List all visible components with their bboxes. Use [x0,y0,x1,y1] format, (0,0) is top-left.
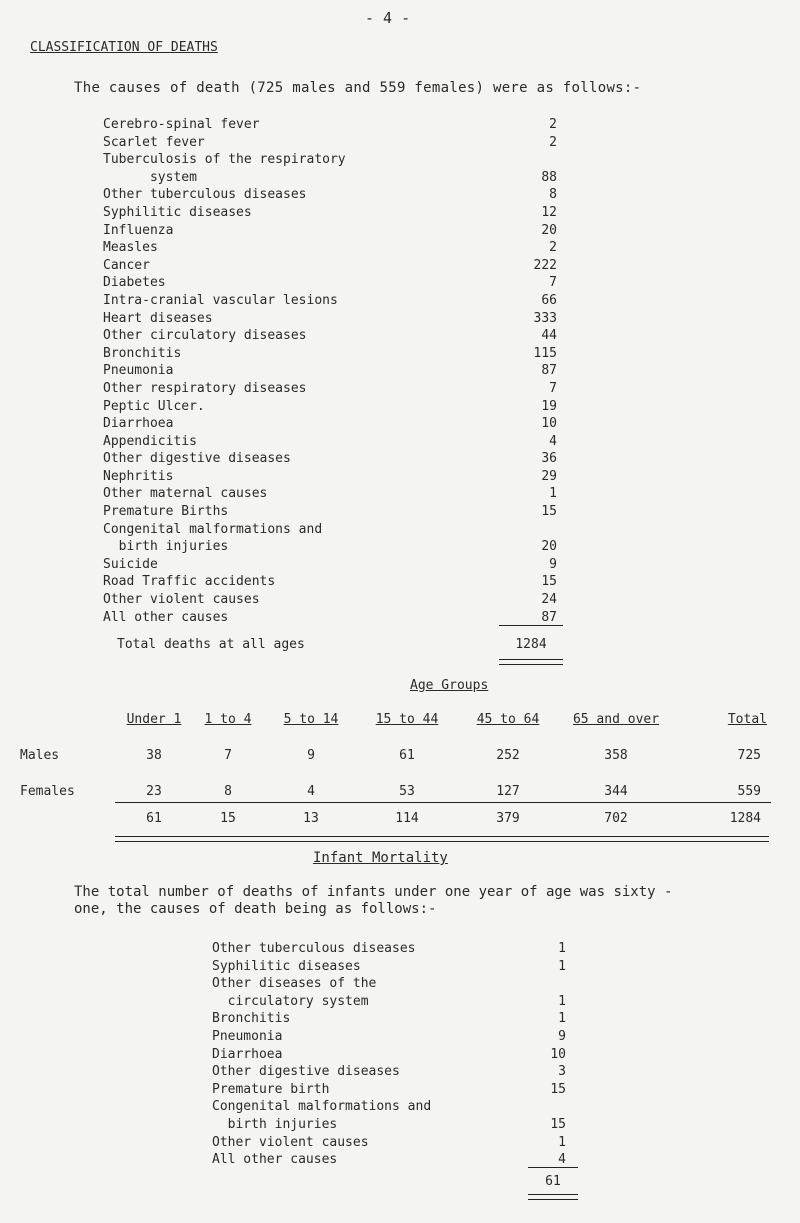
cause-label: Other circulatory diseases [103,328,307,344]
cause-value: 4 [549,433,557,449]
age-row-males [20,744,771,766]
cause-label: Cerebro-spinal fever [103,117,260,132]
causes-of-death-list [103,117,563,665]
cause-value: 333 [533,310,557,326]
cause-label: Influenza [103,222,174,238]
cause-label: Diarrhoea [212,1046,283,1062]
list-item [212,1152,582,1170]
list-item [103,117,563,135]
cause-value: 9 [558,1028,566,1044]
cause-label: Other digestive diseases [212,1064,400,1080]
table-cell: 38 [146,747,162,763]
cause-value: 15 [541,574,557,590]
table-cell: 61 [399,747,415,763]
age-groups-title: Age Groups [410,678,489,693]
list-item [103,592,563,610]
list-item [103,187,563,205]
cause-label: Pneumonia [212,1028,283,1044]
cause-label: Congenital malformations and [103,521,323,537]
cause-value: 87 [541,363,557,379]
cause-value: 1 [558,993,566,1009]
cause-label: Scarlet fever [103,134,205,150]
list-item [103,434,563,452]
age-col-header: 65 and over [572,711,660,727]
double-rule [499,659,563,665]
cause-label: Heart diseases [103,310,213,326]
cause-label: Other violent causes [212,1134,369,1150]
cause-label: Pneumonia [103,363,174,379]
total-value: 61 [545,1173,561,1189]
table-cell: 702 [561,803,671,830]
age-table-header-row [20,708,771,730]
list-item [103,504,563,522]
cause-value: 36 [541,451,557,467]
table-cell: 61 [115,803,193,830]
cause-value: 10 [550,1046,566,1062]
cause-value: 15 [550,1116,566,1132]
table-cell: 4 [307,783,315,799]
table-cell: 53 [399,783,415,799]
list-item [212,1135,582,1153]
cause-value: 1 [549,486,557,502]
age-col-header: 15 to 44 [375,711,439,727]
total-label: Total deaths at all ages [117,637,305,653]
cause-value: 7 [549,275,557,291]
list-item [103,451,563,469]
cause-value: 12 [541,204,557,220]
cause-label: Cancer [103,257,150,273]
total-row [103,633,563,657]
cause-label: Suicide [103,556,158,572]
cause-value: 66 [541,292,557,308]
cause-value: 88 [541,169,557,185]
list-item [212,1064,582,1082]
list-item [103,522,563,540]
row-label: Males [20,747,60,763]
infant-intro-line-2: one, the causes of death being as follows:- [74,901,437,917]
cause-label: birth injuries [103,539,229,555]
list-item [103,311,563,329]
cause-label: Other digestive diseases [103,451,291,467]
cause-value: 10 [541,416,557,432]
table-cell: 559 [737,783,761,799]
list-item [103,539,563,557]
cause-value: 222 [533,257,557,273]
cause-label: Nephritis [103,468,174,484]
list-item [212,1047,582,1065]
cause-label: system [103,169,197,185]
cause-value: 8 [549,187,557,203]
table-cell: 9 [307,747,315,763]
cause-label: Measles [103,240,158,256]
list-item [212,959,582,977]
cause-label: Bronchitis [103,345,182,361]
table-cell: 1284 [671,803,771,830]
age-col-header: Under 1 [126,711,182,727]
list-item [212,1011,582,1029]
list-item [103,381,563,399]
table-cell: 8 [224,783,232,799]
cause-label: Road Traffic accidents [103,574,276,590]
age-col-header: Total [727,711,767,727]
list-item [212,1099,582,1117]
cause-value: 44 [541,328,557,344]
cause-label: Diarrhoea [103,416,174,432]
list-item [103,152,563,170]
cause-label: Peptic Ulcer. [103,398,205,414]
list-item [103,610,563,628]
list-item [103,275,563,293]
cause-value: 115 [533,345,557,361]
cause-value: 20 [541,539,557,555]
list-item [103,416,563,434]
cause-value: 4 [528,1152,578,1168]
cause-label: birth injuries [212,1116,338,1132]
cause-value: 9 [549,556,557,572]
cause-label: Other violent causes [103,592,260,608]
cause-label: Tuberculosis of the respiratory [103,152,346,168]
cause-label: Intra-cranial vascular lesions [103,292,338,308]
cause-value: 7 [549,380,557,396]
cause-value: 29 [541,468,557,484]
cause-value: 2 [549,117,557,132]
cause-label: Premature Births [103,504,229,520]
cause-label: Syphilitic diseases [212,958,361,974]
list-item [103,363,563,381]
table-cell: 13 [263,803,359,830]
list-item [212,976,582,994]
table-cell: 15 [193,803,263,830]
table-cell: 344 [604,783,628,799]
double-rule [528,1194,578,1200]
list-item [103,486,563,504]
list-item [212,941,582,959]
list-item [103,258,563,276]
cause-label: circulatory system [212,993,369,1009]
list-item [103,205,563,223]
age-row-females [20,780,771,803]
intro-text: The causes of death (725 males and 559 females) were as follows:- [74,80,642,96]
list-item [103,346,563,364]
cause-value: 87 [499,610,563,626]
cause-label: Bronchitis [212,1011,291,1027]
total-value: 1284 [515,637,547,653]
cause-label: Other tuberculous diseases [103,187,307,203]
table-cell: 23 [146,783,162,799]
list-item [103,135,563,153]
cause-label: Premature birth [212,1081,330,1097]
cause-label: Other maternal causes [103,486,268,502]
page-number: - 4 - [365,9,411,27]
cause-value: 1 [558,958,566,974]
cause-value: 1 [558,1011,566,1027]
table-cell: 114 [359,803,455,830]
list-item [103,328,563,346]
cause-label: Other respiratory diseases [103,380,307,396]
cause-label: Congenital malformations and [212,1099,432,1115]
age-groups-table [20,708,771,829]
infant-causes-list [212,941,582,1200]
list-item [212,994,582,1012]
list-item [103,557,563,575]
cause-value: 15 [541,504,557,520]
cause-label: Diabetes [103,275,166,291]
list-item [103,170,563,188]
cause-value: 20 [541,222,557,238]
age-row-totals [20,803,771,830]
table-cell: 725 [737,747,761,763]
cause-label: Other diseases of the [212,976,377,992]
cause-value: 3 [558,1064,566,1080]
list-item [212,1117,582,1135]
cause-value: 24 [541,592,557,608]
cause-value: 1 [558,1134,566,1150]
cause-value: 2 [549,240,557,256]
list-item [103,469,563,487]
table-cell: 252 [496,747,520,763]
table-cell: 379 [455,803,561,830]
list-item [212,1082,582,1100]
infant-intro-line-1: The total number of deaths of infants under one year of age was sixty - [74,884,673,900]
age-col-header: 45 to 64 [476,711,540,727]
list-item [103,574,563,592]
cause-label: All other causes [212,1152,338,1168]
total-row [212,1170,582,1194]
list-item [103,293,563,311]
cause-value: 19 [541,398,557,414]
list-item [103,240,563,258]
list-item [103,399,563,417]
cause-value: 1 [558,941,566,956]
cause-value: 2 [549,134,557,150]
list-item [103,223,563,241]
row-label: Females [20,783,75,799]
table-cell: 358 [604,747,628,763]
age-col-header: 1 to 4 [204,711,252,727]
section-heading: CLASSIFICATION OF DEATHS [30,40,218,55]
cause-label: All other causes [103,609,229,625]
table-cell: 127 [496,783,520,799]
cause-label: Appendicitis [103,433,197,449]
double-rule [115,836,769,842]
cause-value: 15 [550,1081,566,1097]
cause-label: Other tuberculous diseases [212,941,416,956]
cause-label: Syphilitic diseases [103,204,252,220]
age-col-header: 5 to 14 [283,711,339,727]
table-cell: 7 [224,747,232,763]
infant-mortality-title: Infant Mortality [313,850,448,866]
list-item [212,1029,582,1047]
